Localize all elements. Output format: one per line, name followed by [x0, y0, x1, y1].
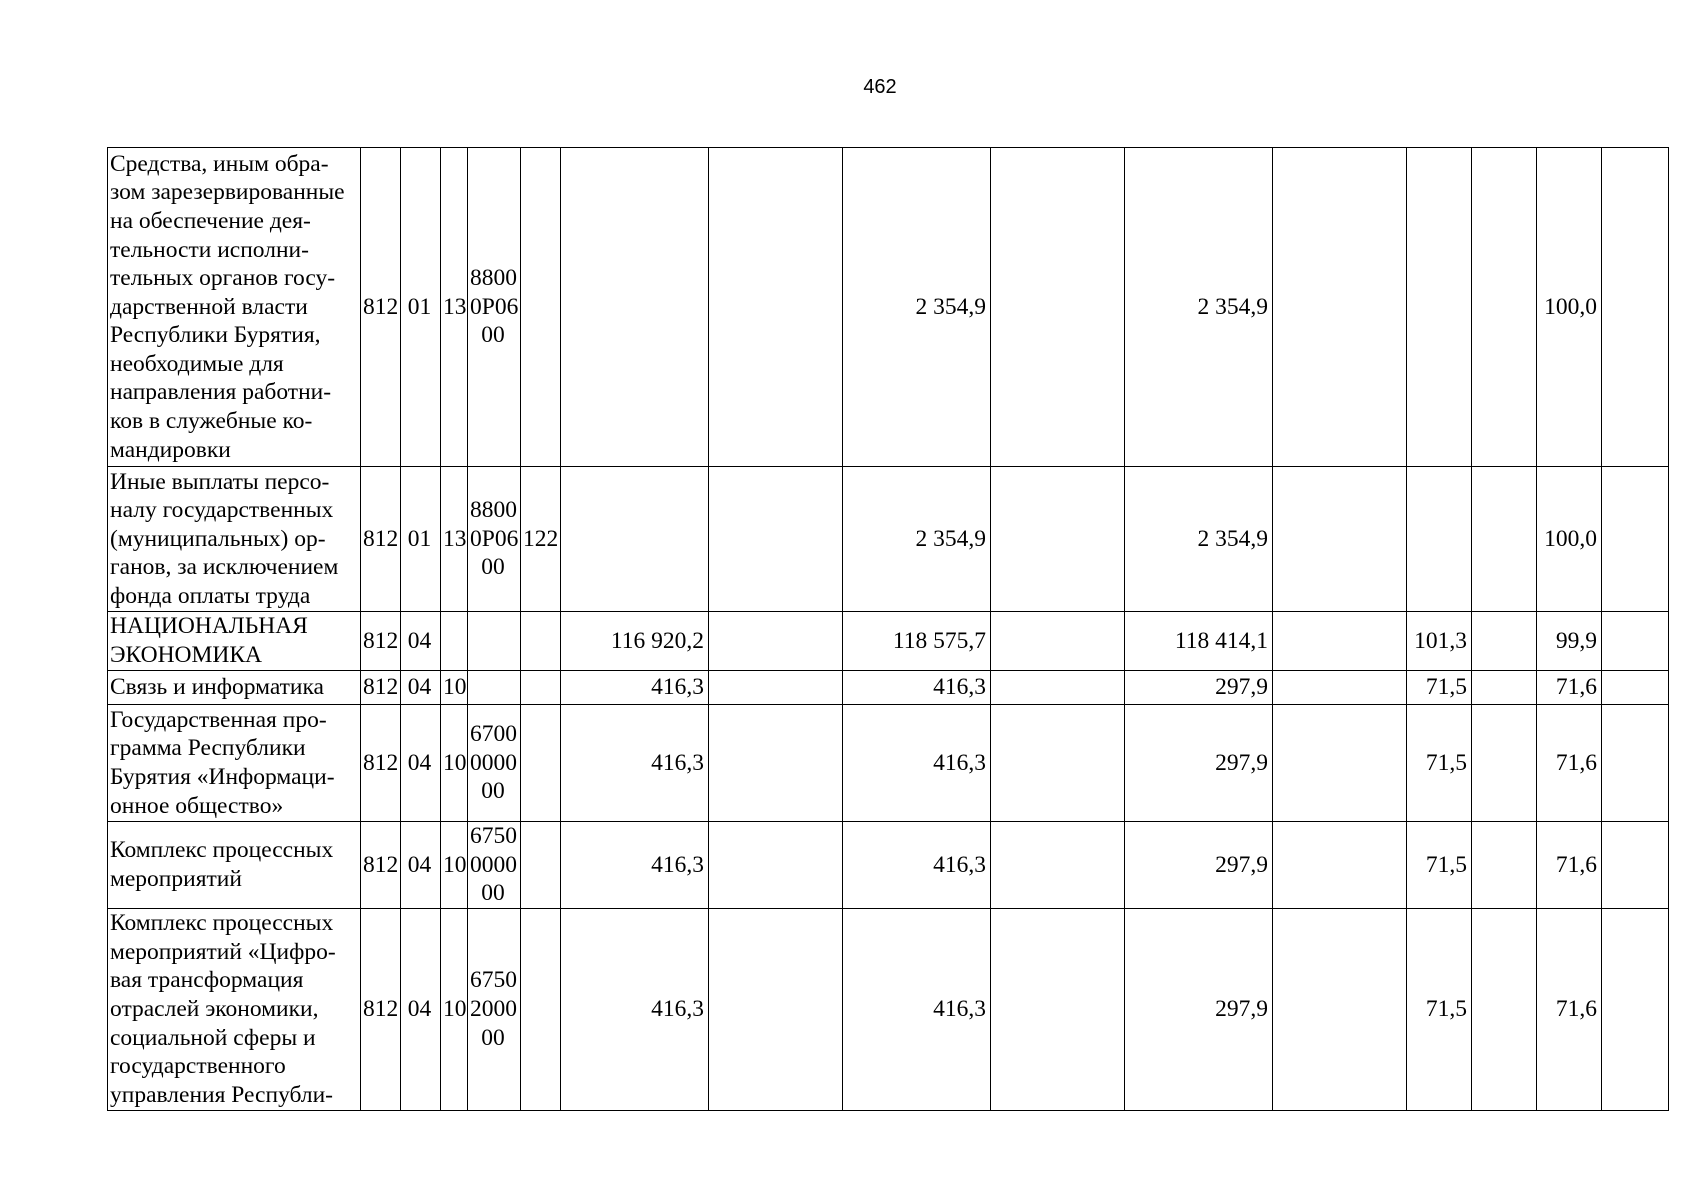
cell-value-1 — [561, 148, 709, 467]
cell-rz: 01 — [401, 467, 441, 612]
cell-rz: 01 — [401, 148, 441, 467]
cell-value-8 — [1472, 612, 1537, 671]
cell-value-2 — [709, 671, 843, 705]
cell-value-1: 416,3 — [561, 705, 709, 822]
cell-csr: 8800 0Р06 00 — [468, 467, 521, 612]
cell-value-5: 297,9 — [1125, 705, 1273, 822]
cell-pr: 10 — [441, 822, 468, 909]
cell-value-6 — [1273, 671, 1407, 705]
cell-pr: 13 — [441, 148, 468, 467]
page-number: 462 — [863, 76, 897, 98]
cell-value-5: 2 354,9 — [1125, 148, 1273, 467]
cell-value-2 — [709, 705, 843, 822]
cell-value-5: 297,9 — [1125, 822, 1273, 909]
cell-gr: 812 — [361, 822, 401, 909]
cell-value-5: 297,9 — [1125, 908, 1273, 1110]
cell-vr — [521, 148, 561, 467]
cell-value-10 — [1602, 705, 1669, 822]
cell-csr — [468, 671, 521, 705]
cell-value-1: 116 920,2 — [561, 612, 709, 671]
cell-gr: 812 — [361, 467, 401, 612]
cell-value-10 — [1602, 822, 1669, 909]
cell-value-6 — [1273, 148, 1407, 467]
cell-value-9: 71,6 — [1537, 908, 1602, 1110]
row-name: Государственная про- грамма Республики Бурятия «Информаци- онное общество» — [108, 705, 361, 822]
cell-value-8 — [1472, 671, 1537, 705]
cell-pr: 13 — [441, 467, 468, 612]
cell-pr: 10 — [441, 705, 468, 822]
cell-value-8 — [1472, 148, 1537, 467]
cell-gr: 812 — [361, 705, 401, 822]
cell-gr: 812 — [361, 671, 401, 705]
cell-vr — [521, 671, 561, 705]
cell-value-7: 71,5 — [1407, 705, 1472, 822]
cell-value-9: 71,6 — [1537, 822, 1602, 909]
cell-value-4 — [991, 705, 1125, 822]
cell-value-6 — [1273, 467, 1407, 612]
cell-value-9: 71,6 — [1537, 705, 1602, 822]
cell-value-9: 100,0 — [1537, 148, 1602, 467]
cell-csr: 8800 0Р06 00 — [468, 148, 521, 467]
cell-value-3: 118 575,7 — [843, 612, 991, 671]
cell-gr: 812 — [361, 612, 401, 671]
cell-value-5: 297,9 — [1125, 671, 1273, 705]
cell-value-7 — [1407, 467, 1472, 612]
cell-csr — [468, 612, 521, 671]
cell-value-3: 416,3 — [843, 705, 991, 822]
cell-value-7: 101,3 — [1407, 612, 1472, 671]
cell-value-10 — [1602, 612, 1669, 671]
table-body — [108, 148, 1669, 1111]
cell-value-10 — [1602, 148, 1669, 467]
cell-pr: 10 — [441, 908, 468, 1110]
cell-value-4 — [991, 908, 1125, 1110]
cell-value-9: 99,9 — [1537, 612, 1602, 671]
budget-table — [107, 147, 1669, 1111]
cell-value-10 — [1602, 467, 1669, 612]
cell-value-5: 2 354,9 — [1125, 467, 1273, 612]
cell-value-2 — [709, 148, 843, 467]
cell-value-8 — [1472, 908, 1537, 1110]
cell-value-10 — [1602, 671, 1669, 705]
cell-value-2 — [709, 908, 843, 1110]
cell-rz: 04 — [401, 908, 441, 1110]
cell-rz: 04 — [401, 705, 441, 822]
cell-value-4 — [991, 612, 1125, 671]
row-name: НАЦИОНАЛЬНАЯ ЭКОНОМИКА — [108, 612, 361, 671]
row-name: Комплекс процессных мероприятий «Цифро- вая трансформация отраслей экономики, социальной сферы и государственного управления Республи- — [108, 908, 361, 1110]
row-name: Средства, иным обра- зом зарезервированные на обеспечение дея- тельности исполни- тельных органов госу- дарственной власти Республики Бурятия, необходимые для направления работни- ков в служебные ко- мандировки — [108, 148, 361, 467]
cell-value-2 — [709, 467, 843, 612]
cell-vr — [521, 705, 561, 822]
cell-value-9: 71,6 — [1537, 671, 1602, 705]
cell-value-3: 416,3 — [843, 822, 991, 909]
cell-rz: 04 — [401, 671, 441, 705]
cell-csr: 6750 0000 00 — [468, 822, 521, 909]
cell-value-9: 100,0 — [1537, 467, 1602, 612]
cell-value-7: 71,5 — [1407, 671, 1472, 705]
row-name: Комплекс процессных мероприятий — [108, 822, 361, 909]
cell-vr — [521, 612, 561, 671]
cell-value-3: 416,3 — [843, 671, 991, 705]
cell-gr: 812 — [361, 908, 401, 1110]
cell-value-6 — [1273, 822, 1407, 909]
cell-value-1: 416,3 — [561, 908, 709, 1110]
row-name: Иные выплаты персо- налу государственных (муниципальных) ор- ганов, за исключением фонда оплаты труда — [108, 467, 361, 612]
cell-value-6 — [1273, 908, 1407, 1110]
cell-value-2 — [709, 822, 843, 909]
cell-value-7 — [1407, 148, 1472, 467]
cell-gr: 812 — [361, 148, 401, 467]
cell-value-8 — [1472, 705, 1537, 822]
cell-value-4 — [991, 671, 1125, 705]
cell-value-1: 416,3 — [561, 822, 709, 909]
table-row — [108, 705, 1669, 822]
cell-pr: 10 — [441, 671, 468, 705]
cell-value-2 — [709, 612, 843, 671]
table-row — [108, 148, 1669, 467]
cell-value-10 — [1602, 908, 1669, 1110]
cell-value-1 — [561, 467, 709, 612]
cell-value-8 — [1472, 822, 1537, 909]
cell-value-7: 71,5 — [1407, 908, 1472, 1110]
cell-value-7: 71,5 — [1407, 822, 1472, 909]
cell-value-3: 416,3 — [843, 908, 991, 1110]
cell-value-5: 118 414,1 — [1125, 612, 1273, 671]
table-row — [108, 822, 1669, 909]
cell-rz: 04 — [401, 822, 441, 909]
cell-value-6 — [1273, 705, 1407, 822]
row-name: Связь и информатика — [108, 671, 361, 705]
table-row — [108, 908, 1669, 1110]
table-row — [108, 671, 1669, 705]
cell-vr — [521, 908, 561, 1110]
cell-csr: 6700 0000 00 — [468, 705, 521, 822]
table-row — [108, 467, 1669, 612]
cell-value-6 — [1273, 612, 1407, 671]
cell-value-8 — [1472, 467, 1537, 612]
cell-value-4 — [991, 148, 1125, 467]
cell-vr: 122 — [521, 467, 561, 612]
cell-vr — [521, 822, 561, 909]
cell-value-3: 2 354,9 — [843, 148, 991, 467]
cell-value-3: 2 354,9 — [843, 467, 991, 612]
table-row — [108, 612, 1669, 671]
cell-rz: 04 — [401, 612, 441, 671]
cell-value-4 — [991, 822, 1125, 909]
cell-csr: 6750 2000 00 — [468, 908, 521, 1110]
cell-pr — [441, 612, 468, 671]
cell-value-1: 416,3 — [561, 671, 709, 705]
cell-value-4 — [991, 467, 1125, 612]
